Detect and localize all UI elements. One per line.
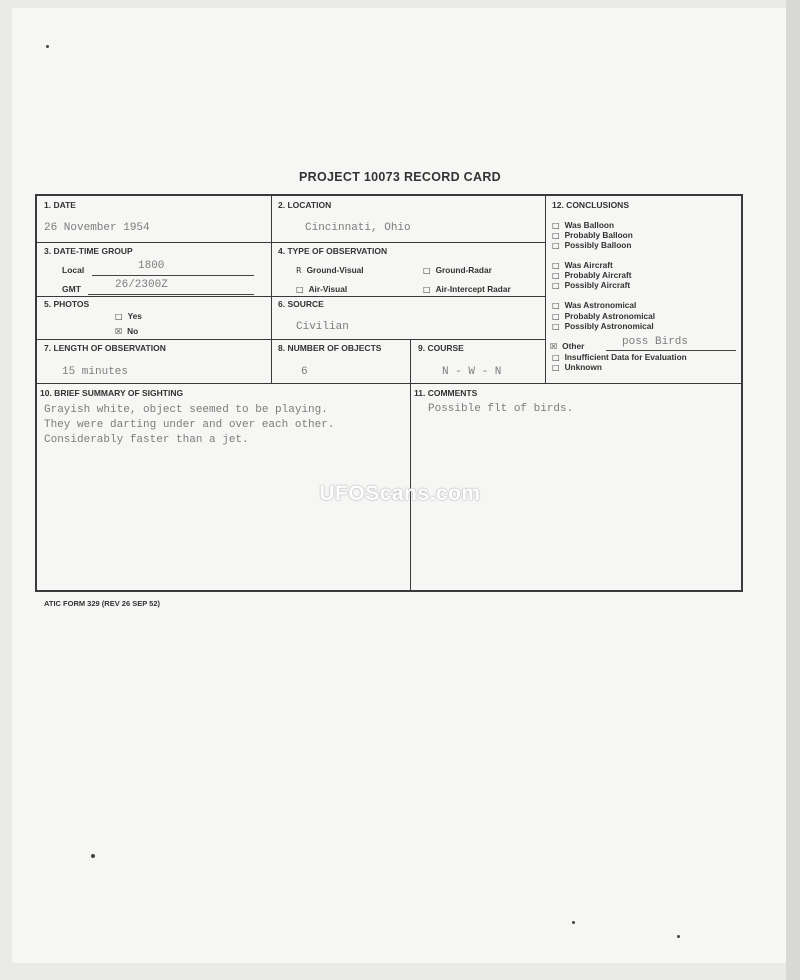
col-divider <box>271 195 272 383</box>
number-value: 6 <box>301 366 308 378</box>
checkbox-icon: □ <box>552 353 560 362</box>
conclusion-label: Probably Astronomical <box>564 311 656 321</box>
course-label: 9. COURSE <box>418 343 464 353</box>
checkbox-icon: □ <box>552 221 560 230</box>
source-value: Civilian <box>296 321 349 333</box>
row-divider <box>36 242 545 243</box>
conclusion-item <box>552 240 631 250</box>
checkbox-icon: □ <box>552 301 560 310</box>
checkbox-icon: □ <box>552 231 560 240</box>
conclusion-item-other <box>550 341 584 351</box>
scan-speck <box>46 45 49 48</box>
photos-yes <box>115 311 142 321</box>
checkbox-icon: □ <box>115 312 123 321</box>
option-label: Ground-Radar <box>435 265 492 275</box>
course-value: N - W - N <box>442 366 502 378</box>
checkbox-icon: □ <box>552 261 560 270</box>
card-title: PROJECT 10073 RECORD CARD <box>299 170 501 184</box>
conclusion-label: Unknown <box>564 362 602 372</box>
conclusion-item <box>552 362 602 372</box>
conclusion-label: Probably Aircraft <box>564 270 632 280</box>
length-value: 15 minutes <box>62 366 129 378</box>
photos-label: 5. PHOTOS <box>44 299 90 309</box>
checkbox-checked-icon: R <box>296 266 302 275</box>
conclusion-label: Was Astronomical <box>564 300 637 310</box>
checkbox-icon: □ <box>552 281 560 290</box>
type-label: 4. TYPE OF OBSERVATION <box>278 246 388 256</box>
source-label: 6. SOURCE <box>278 299 324 309</box>
photos-no <box>115 326 138 336</box>
checkbox-icon: □ <box>552 363 560 372</box>
scan-speck <box>677 935 680 938</box>
conclusion-item <box>552 352 687 362</box>
conclusion-item <box>552 220 614 230</box>
scan-speck <box>572 921 575 924</box>
checkbox-icon: □ <box>552 312 560 321</box>
comments-label: 11. COMMENTS <box>414 388 478 398</box>
number-label: 8. NUMBER OF OBJECTS <box>278 343 382 353</box>
conclusion-item <box>552 270 632 280</box>
date-label: 1. DATE <box>44 200 76 210</box>
location-value: Cincinnati, Ohio <box>305 222 411 234</box>
other-underline <box>606 350 736 351</box>
conclusion-label: Was Aircraft <box>564 260 613 270</box>
checkbox-icon: □ <box>552 271 560 280</box>
row-divider <box>36 296 545 297</box>
gmt-underline <box>88 294 254 295</box>
checkbox-icon: □ <box>552 241 560 250</box>
type-ground-visual <box>296 265 364 275</box>
conclusion-item <box>552 280 630 290</box>
gmt-value: 26/2300Z <box>115 279 168 291</box>
conclusion-label: Insufficient Data for Evaluation <box>564 352 687 362</box>
conclusion-item <box>552 260 613 270</box>
local-label: Local <box>62 265 85 275</box>
location-label: 2. LOCATION <box>278 200 332 210</box>
row-divider <box>36 339 545 340</box>
checkbox-checked-icon: ☒ <box>115 327 123 336</box>
summary-label: 10. BRIEF SUMMARY OF SIGHTING <box>40 388 184 398</box>
conclusion-label: Other <box>562 341 585 351</box>
scan-speck <box>91 854 95 858</box>
checkbox-icon: □ <box>296 285 304 294</box>
col-divider <box>545 195 546 383</box>
option-label: Ground-Visual <box>306 265 364 275</box>
checkbox-checked-icon: ☒ <box>550 342 558 351</box>
summary-line: They were darting under and over each other. <box>44 419 335 431</box>
checkbox-icon: □ <box>423 266 431 275</box>
conclusion-label: Possibly Balloon <box>564 240 632 250</box>
checkbox-icon: □ <box>552 322 560 331</box>
option-label: Air-Visual <box>308 284 348 294</box>
conclusion-item <box>552 230 633 240</box>
dtg-label: 3. DATE-TIME GROUP <box>44 246 133 256</box>
conclusions-label: 12. CONCLUSIONS <box>552 200 629 210</box>
row-divider <box>36 383 742 384</box>
conclusion-label: Possibly Astronomical <box>564 321 654 331</box>
length-label: 7. LENGTH OF OBSERVATION <box>44 343 166 353</box>
type-air-visual <box>296 284 347 294</box>
conclusion-label: Probably Balloon <box>564 230 633 240</box>
conclusion-label: Was Balloon <box>564 220 615 230</box>
date-value: 26 November 1954 <box>44 222 150 234</box>
option-label: Air-Intercept Radar <box>435 284 511 294</box>
option-label: Yes <box>127 311 142 321</box>
col-divider <box>410 339 411 591</box>
summary-text <box>44 403 334 448</box>
conclusion-item <box>552 321 654 331</box>
other-value: poss Birds <box>622 336 689 348</box>
summary-line: Considerably faster than a jet. <box>44 434 249 446</box>
checkbox-icon: □ <box>423 285 431 294</box>
conclusion-item <box>552 311 655 321</box>
gmt-label: GMT <box>62 284 81 294</box>
watermark: UFOScans.com <box>319 482 481 505</box>
local-underline <box>92 275 254 276</box>
option-label: No <box>127 326 139 336</box>
summary-line: Grayish white, object seemed to be playing. <box>44 404 328 416</box>
form-number: ATIC FORM 329 (REV 26 SEP 52) <box>44 599 161 608</box>
type-ground-radar <box>423 265 492 275</box>
comments-value: Possible flt of birds. <box>428 403 574 415</box>
conclusion-item <box>552 300 636 310</box>
local-value: 1800 <box>138 260 165 272</box>
conclusion-label: Possibly Aircraft <box>564 280 631 290</box>
type-air-intercept-radar <box>423 284 511 294</box>
